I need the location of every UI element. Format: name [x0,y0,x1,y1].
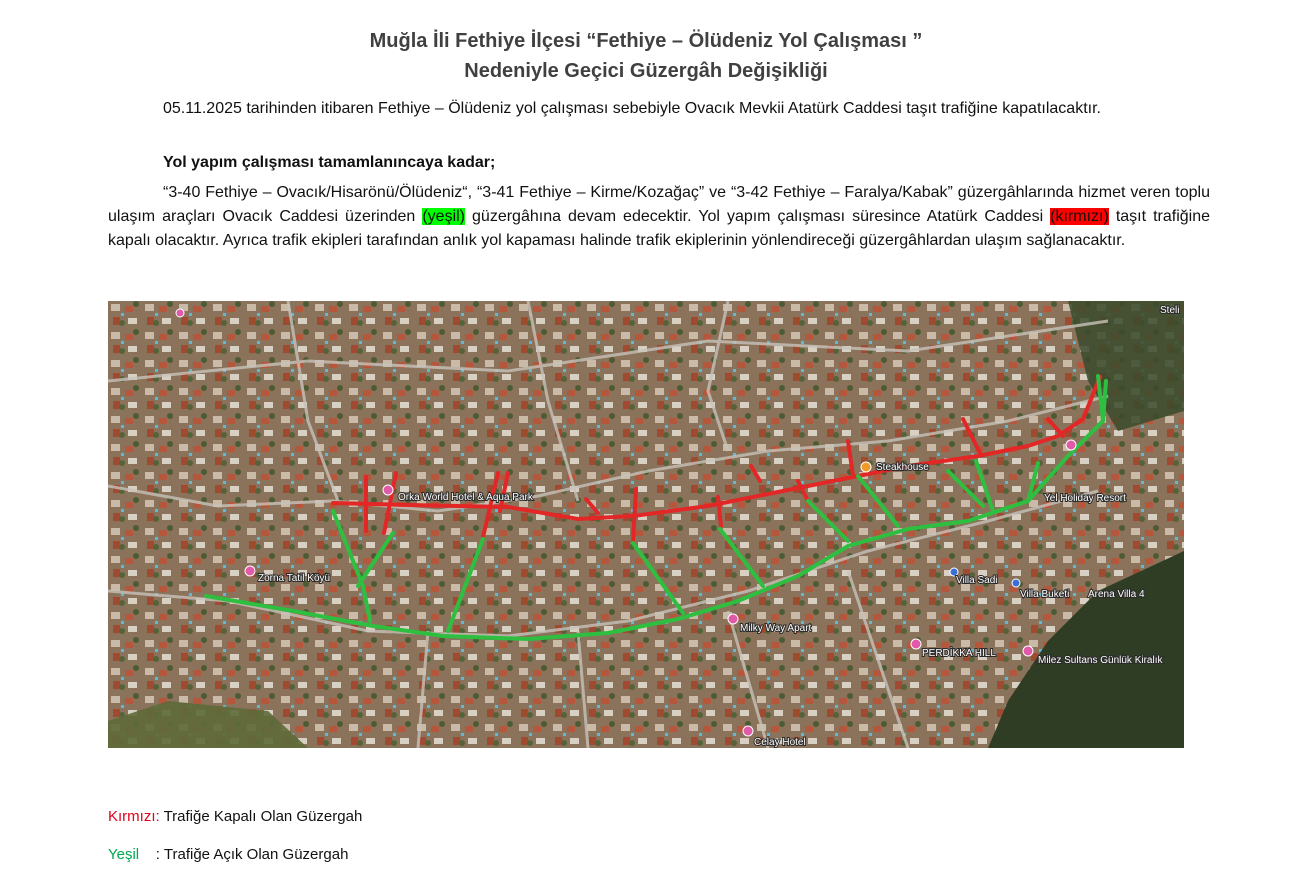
paragraph-route-details [108,181,1210,253]
label-steli: Steli [1160,305,1180,316]
document-title [0,26,1292,86]
legend-green-label: Yeşil [108,846,140,863]
label-world-hotel: Orka World Hotel & Aqua Park [398,492,533,503]
legend-red-text: Trafiğe Kapalı Olan Güzergah [159,808,363,825]
label-perdikka: PERDİKKA HILL [922,648,996,659]
label-arena-villa: Arena Villa 4 [1088,589,1145,600]
route-text-2: güzergâhına devam edecektir. Yol yapım çalışması süresince Atatürk Caddesi [465,208,1051,225]
legend-red-label: Kırmızı: [108,808,160,825]
route-text-3: taşıt trafiğine kapalı olacaktır. Ayrıca trafik ekipleri tarafından anlık yol kapaması halinde trafik ekiplerinin yönlendireceği güzergâhlardan ulaşım sağlanacaktır. [108,208,1211,249]
label-villa-buketi: Villa Buketi [1020,589,1070,600]
red-highlight: (kırmızı) [1050,208,1109,225]
title-line-1: Muğla İli Fethiye İlçesi “Fethiye – Ölüdeniz Yol Çalışması ” [369,30,923,52]
label-milez: Milez Sultans Günlük Kiralık [1038,655,1163,666]
satellite-route-map [108,301,1184,748]
label-yel-holiday: Yel Holiday Resort [1044,493,1126,504]
route-text-1: “3-40 Fethiye – Ovacık/Hisarönü/Ölüdeniz“, “3-41 Fethiye – Kirme/Kozağaç” ve “3-42 Fethiye – Faralya/Kabak” güzergâhlarında hizmet veren toplu ulaşım araçları Ovacık Caddesi üzerinden [108,184,1210,225]
label-celay: Celay Hotel [754,737,806,748]
label-steakhouse: Steakhouse [876,462,929,473]
label-zorna: Zorna Tatil Köyü [258,573,331,584]
paragraph-until-complete: Yol yapım çalışması tamamlanıncaya kadar; [163,154,496,171]
legend-open [108,845,348,865]
label-milky-way: Milky Way Apart [740,623,812,634]
green-highlight: (yeşil) [422,208,466,225]
legend-closed [108,807,362,827]
label-villa-sadi: Villa Sadi [956,575,998,586]
paragraph-closure-notice: 05.11.2025 tarihinden itibaren Fethiye – Ölüdeniz yol çalışması sebebiyle Ovacık Mevkii Atatürk Caddesi taşıt trafiğine kapatılacaktır. [163,100,1101,117]
title-line-2: Nedeniyle Geçici Güzergâh Değişikliği [464,60,828,82]
legend-green-text: : Trafiğe Açık Olan Güzergah [139,846,349,863]
